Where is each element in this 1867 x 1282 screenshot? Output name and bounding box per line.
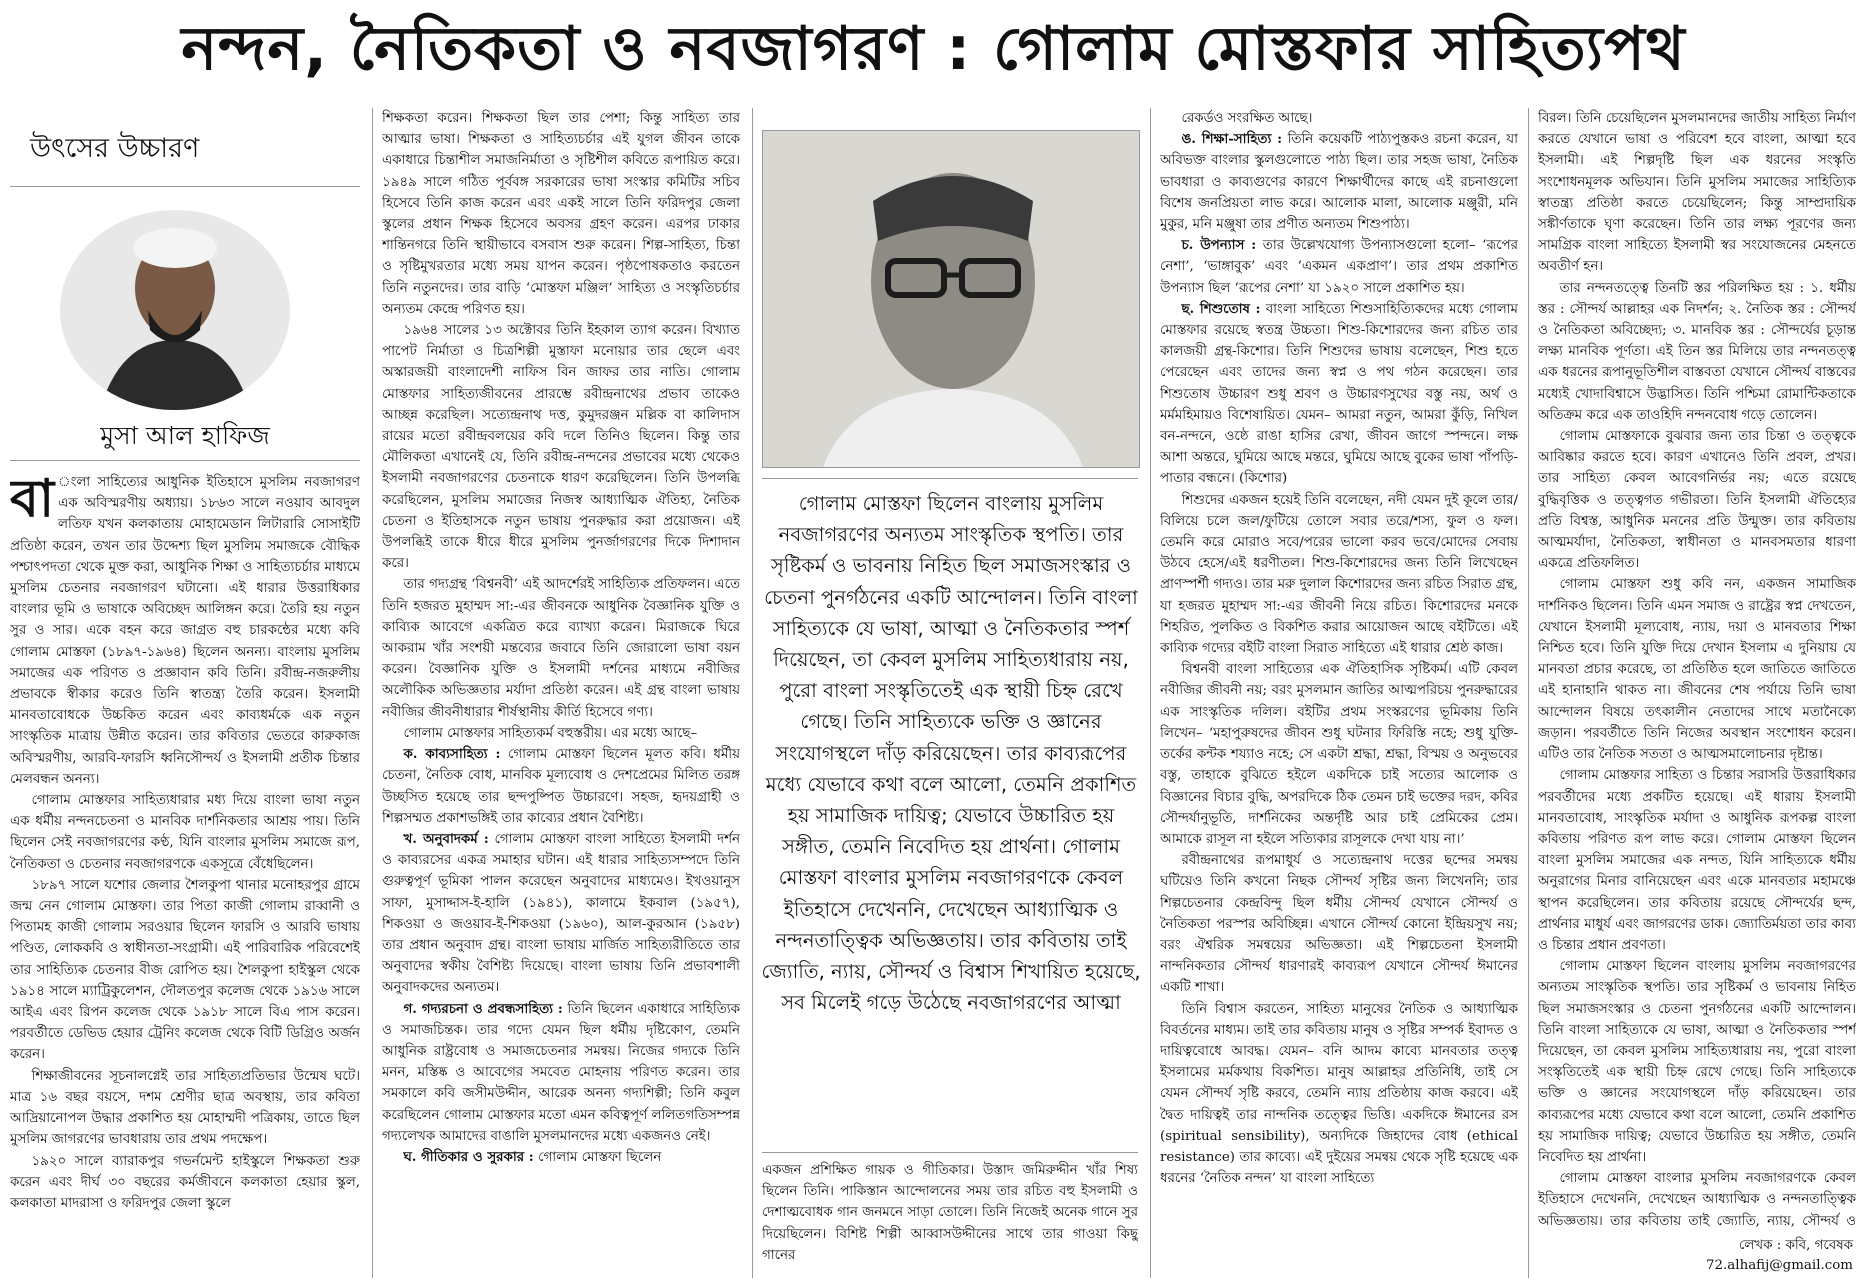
- author-photo: [60, 210, 290, 410]
- column-rule: [1528, 108, 1529, 1278]
- article-column-3-bottom: [762, 1160, 1138, 1278]
- paragraph: বিশ্বনবী বাংলা সাহিত্যের এক ঐতিহাসিক সৃষ্টিকর্ম। এটি কেবল নবীজির জীবনী নয়; বরং মুসলমান জাতির আত্মপরিচয় পুনরুদ্ধারের এক সাংস্কৃতিক দলিল। বইটির প্রথম সংস্করণের ভূমিকায় তিনি লিখেন– ‘মহাপুরুষদের জীবন শুধু ঘটনার ফিরিস্তি নহে; শুধু যুক্তি-তর্কের কন্টক শয্যাও নহে; সে একটা শ্রদ্ধা, শ্রদ্ধা, বিস্ময় ও অনুভবের বস্তু, তাহাকে বুঝিতে হইলে একদিকে চাই সত্যের আলোক ও বিজ্ঞানের বিচার বুদ্ধি, অপরদিকে ঠিক তেমন চাই ভক্তের দরদ, কবির সৌন্দর্যানুভূতি, দার্শনিকের অন্তর্দৃষ্টি আর চাই প্রেমিকের প্রেম। আমাকে রাসূল না হইলে সত্যিকার রাসূলকে দেখা যায় না।’: [1160, 662, 1518, 847]
- article-column-2: [382, 108, 740, 1278]
- section-term: ছ. শিশুতোষ :: [1181, 300, 1261, 317]
- section-term: ক. কাব্যসাহিত্য :: [403, 746, 501, 763]
- paragraph: গোলাম মোস্তফার সাহিত্যধারার মধ্য দিয়ে বাংলা ভাষা নতুন এক ধর্মীয় নন্দনচেতনা ও মানবিক দার্শনিকতার আশ্রয় পায়। তিনি ছিলেন সেই নবজাগরণের কণ্ঠ, যিনি বাংলার মুসলিম সমাজে রূপ, নৈতিকতা ও চেতনার নবজাগরণকে একসূত্রে বেঁধেছিলেন।: [10, 793, 360, 872]
- divider: [762, 1152, 1138, 1153]
- paragraph: গোলাম মোস্তফা শুধু কবি নন, একজন সামাজিক দার্শনিকও ছিলেন। তিনি এমন সমাজ ও রাষ্ট্রের স্বপ্ন দেখতেন, যেখানে ইসলামী মূল্যবোধ, ন্যায়, দয়া ও মানবতার শিক্ষা নিশ্চিত হবে। তিনি যুক্তি দিয়ে দেখান ইসলাম এ দুনিয়ায় যে মানবতা প্রচার করেছে, তা প্রতিষ্ঠিত হলে জাতিতে জাতিতে এই হানাহানি থাকত না। জীবনের শেষ পর্যায়ে তিনি ভাষা আন্দোলন বিষয়ে তৎকালীন নেতাদের সাথে মতানৈক্যে জড়ান। পরবর্তীতে তিনি নিজের অবস্থান সংশোধন করেন। এটিও তার নৈতিক সততা ও আত্মসমালোচনার দৃষ্টান্ত।: [1538, 577, 1856, 763]
- paragraph: গোলাম মোস্তফাকে বুঝবার জন্য তার চিন্তা ও তত্ত্বকে আবিষ্কার করতে হবে। কারণ এখানেও তিনি প্রবল, প্রখর। তার সাহিত্য কেবল আবেগনির্ভর নয়; এতে রয়েছে বুদ্ধিবৃত্তিক ও তত্ত্বগত গভীরতা। তিনি ইসলামী ঐতিহ্যের প্রতি বিশ্বস্ত, আধুনিক মননের প্রতি উন্মুক্ত। তার কবিতায় আত্মমর্যাদা, নৈতিকতা, স্বাধীনতা ও মানবসমতার ধারণা একত্রে প্রতিফলিত।: [1538, 429, 1856, 572]
- author-email[interactable]: 72.alhafij@gmail.com: [1706, 1258, 1853, 1273]
- section-term: ঘ. গীতিকার ও সুরকার :: [403, 1148, 534, 1165]
- column-kicker: উৎসের উচ্চারণ: [30, 133, 200, 164]
- column-rule: [1150, 108, 1151, 1278]
- paragraph: [1160, 235, 1518, 299]
- section-term: চ. উপন্যাস :: [1181, 237, 1257, 254]
- paragraph: [10, 472, 360, 790]
- section-term: খ. অনুবাদকর্ম :: [403, 830, 489, 847]
- paragraph: গোলাম মোস্তফার সাহিত্য ও চিন্তার সরাসরি উত্তরাধিকার পরবর্তীদের মধ্যে প্রকটিত হয়েছে। এই ধারায় ইসলামী মানবতাবোধ, সাংস্কৃতিক মর্যাদা ও আধুনিক রূপকল্প বাংলা কবিতায় পরিণত রূপ লাভ করে। গোলাম মোস্তফা ছিলেন বাংলা মুসলিম সমাজের এক নন্দত, যিনি সাহিত্যকে ধর্মীয় অনুরাগের মিনার বানিয়েছেন এবং একে মানবতার মহামঞ্চে স্থাপন করেছিলেন। তার কবিতায় রয়েছে সৌন্দর্যের ছন্দ, প্রার্থনার মাধুর্য এবং জাগরণের ডাক। জ্যোতির্ময়তা তার কাব্য ও চিন্তার প্রধান প্রবণতা।: [1538, 768, 1856, 953]
- paragraph: [1160, 129, 1518, 235]
- paragraph: বিরল। তিনি চেয়েছিলেন মুসলমানদের জাতীয় সাহিত্য নির্মাণ করতে যেখানে ভাষা ও পরিবেশ হবে বাংলা, আত্মা হবে ইসলামী। এই শিল্পদৃষ্টি ছিল এক ধরনের সংস্কৃতি সংশোধনমূলক অভিযান। তিনি মুসলিম সমাজের সাহিত্যিক স্বাতন্ত্র্য প্রতিষ্ঠা করতে চেয়েছিলেন; কিন্তু সাম্প্রদায়িক সঙ্কীর্ণতাকে ঘৃণা করেছেন। তিনি তার লক্ষ্য পূরণের জন্য সামগ্রিক বাংলা সাহিত্যে ইসলামী স্বর সংযোজনের মেহনতে অবতীর্ণ হন।: [1538, 111, 1856, 275]
- paragraph: [382, 744, 740, 829]
- paragraph-text: তিনি ছিলেন একাধারে সাহিত্যিক ও সমাজচিন্তক। তার গদ্যে যেমন ছিল ধর্মীয় দৃষ্টিকোণ, তেমনি আধুনিক রাষ্ট্রবোধ ও সমাজচেতনার সমন্বয়। নিজের গদ্যকে তিনি মনন, মস্তিষ্ক ও আবেগের সমবেত মোহনায় পরিণত করেন। তার সমকালে কবি জসীমউদ্দীন, আরেক অনন্য গদ্যশিল্পী; তিনি কবুল করেছিলেন গোলাম মোস্তফার মতো এমন কবিত্বপূর্ণ ললিতগতিসম্পন্ন গদ্যলেখক আমাদের বাঙালি মুসলমানদের মধ্যে একজনও নেই।: [382, 1001, 740, 1144]
- author-byline: মুসা আল হাফিজ: [100, 421, 270, 450]
- paragraph: রেকর্ডও সংরক্ষিত আছে।: [1181, 111, 1313, 126]
- paragraph: ১৯৬৪ সালের ১৩ অক্টোবর তিনি ইহকাল ত্যাগ করেন। বিখ্যাত পাপেট নির্মাতা ও চিত্রশিল্পী মুস্তাফা মনোয়ার তার ছেলে এবং অস্কারজয়ী বাংলাদেশী নাফিস বিন জাফর তার নাতি। গোলাম মোস্তফার সাহিত্যজীবনের প্রারম্ভে রবীন্দ্রনাথের প্রভাব তাকেও আচ্ছন্ন করেছিল। সত্যেন্দ্রনাথ দত্ত, কুমুদরঞ্জন মল্লিক বা কালিদাস রায়ের মতো রবীন্দ্রবলয়ের কবি দলে তিনিও ছিলেন। কিন্তু তার মৌলিকতা এখানেই যে, তিনি রবীন্দ্র-নন্দনের প্রভাবের মধ্যে থেকেও ইসলামী নবজাগরণের চেতনাকে ধারণ করেছিলেন। তিনি উপলব্ধি করেছিলেন, মুসলিম সমাজের নিজস্ব আধ্যাত্মিক ঐতিহ্য, নৈতিক চেতনা ও ইতিহাসকে নতুন ভাষায় পুনরুদ্ধার করা প্রয়োজন। এই উপলব্ধিই তাকে ধীরে ধীরে মুসলিম পুনর্জাগরণের দিকে দিশাদান করে।: [382, 323, 740, 572]
- article-column-4: [1160, 108, 1518, 1278]
- column-rule: [752, 108, 753, 1278]
- paragraph: গোলাম মোস্তফা বাংলার মুসলিম নবজাগরণকে কেবল ইতিহাসে দেখেননি, দেখেছেন আধ্যাত্মিক ও নন্দনতাত্ত্বিক অভিজ্ঞতায়। তার কবিতায় তাই জ্যোতি, ন্যায়, সৌন্দর্য ও: [1538, 1171, 1856, 1228]
- divider: [10, 460, 360, 461]
- pull-quote: গোলাম মোস্তফা ছিলেন বাংলায় মুসলিম নবজাগরণের অন্যতম সাংস্কৃতিক স্থপতি। তার সৃষ্টিকর্ম ও ভাবনায় নিহিত ছিল সমাজসংস্কার ও চেতনা পুনর্গঠনের একটি আন্দোলন। তিনি বাংলা সাহিত্যকে যে ভাষা, আত্মা ও নৈতিকতার স্পর্শ দিয়েছেন, তা কেবল মুসলিম সাহিত্যধারায় নয়, পুরো বাংলা সংস্কৃতিতেই এক স্থায়ী চিহ্ন রেখে গেছে। তিনি সাহিত্যকে ভক্তি ও জ্ঞানের সংযোগস্থলে দাঁড় করিয়েছেন। তার কাব্যরূপের মধ্যে যেভাবে কথা বলে আলো, তেমনি প্রকাশিত হয় সামাজিক দায়িত্ব; যেভাবে উচ্চারিত হয় সঙ্গীত, তেমনি নিবেদিত হয় প্রার্থনা। গোলাম মোস্তফা বাংলার মুসলিম নবজাগরণকে কেবল ইতিহাসে দেখেননি, দেখেছেন আধ্যাত্মিক ও নন্দনতাত্ত্বিক অভিজ্ঞতায়। তার কবিতায় তাই জ্যোতি, ন্যায়, সৌন্দর্য ও বিশ্বাস শিখায়িত হয়েছে, সব মিলেই গড়ে উঠেছে নবজাগরণের আত্মা: [761, 492, 1141, 1015]
- article-column-1: [10, 472, 360, 1277]
- paragraph: তার নন্দনতত্ত্বে তিনটি স্তর পরিলক্ষিত হয় : ১. ধর্মীয় স্তর : সৌন্দর্য আল্লাহর এক নিদর্শন; ২. নৈতিক স্তর : সৌন্দর্য ও নৈতিকতা অবিচ্ছেদ্য; ৩. মানবিক স্তর : সৌন্দর্যের চূড়ান্ত লক্ষ্য মানবিক পূর্ণতা। এই তিন স্তর মিলিয়ে তার নন্দনতত্ত্ব এক ধরনের রূপানুভূতিশীল বাস্তবতা যেখানে সৌন্দর্য বাস্তবের মধ্যেই খোদাবিশ্বাসে উদ্ভাসিত। তিনি পশ্চিমা রোমান্টিকতাকে অতিক্রম করে এক তাওহিদি নন্দনবোধ গড়ে তোলেন।: [1538, 280, 1856, 423]
- paragraph: রবীন্দ্রনাথের রূপমাধুর্য ও সত্যেন্দ্রনাথ দত্তের ছন্দের সমন্বয় ঘটিয়েও তিনি কখনো নিছক সৌন্দর্য সৃষ্টির জন্য লিখেননি; তার শিল্পচেতনার কেন্দ্রবিন্দু ছিল ধর্মীয় সৌন্দর্য যেখানে সৌন্দর্য ও নৈতিকতা পরস্পর অবিচ্ছিন্ন। এখানে সৌন্দর্য কোনো ইন্দ্রিয়সুখ নয়; বরং ঐশ্বরিক সমন্বয়ের অভিজ্ঞতা। এই শিল্পচেতনা ইসলামী নান্দনিকতার সৌন্দর্য ধারণারই কাব্যরূপ যেখানে সৌন্দর্য ঈমানের একটি শাখা।: [1160, 853, 1518, 996]
- paragraph: তার গদ্যগ্রন্থ ‘বিশ্বনবী’ এই আদর্শেরই সাহিত্যিক প্রতিফলন। এতে তিনি হজরত মুহাম্মদ সা:-এর জীবনকে আধুনিক বৈজ্ঞানিক যুক্তি ও কাব্যিক আবেগে একত্রিত করে ব্যাখ্যা করেন। মিরাজকে ঘিরে আকরাম খাঁর সংশয়ী মন্তব্যের জবাবে তিনি জোরালো ভাষা বয়ন করেন। বৈজ্ঞানিক যুক্তি ও ইসলামী দর্শনের মাধ্যমে নবীজির অলৌকিক অভিজ্ঞতার মর্যাদা প্রতিষ্ঠা করেন। এই গ্রন্থ বাংলা ভাষায় নবীজির জীবনীধারার শীর্ষস্থানীয় কীর্তি হিসেবে গণ্য।: [382, 577, 740, 720]
- paragraph: ১৯২০ সালে ব্যারাকপুর গভর্নমেন্ট হাইস্কুলে শিক্ষকতা শুরু করেন এবং দীর্ঘ ৩০ বছরের কর্মজীবনে কলকাতা হেয়ার স্কুল, কলকাতা মাদরাসা ও ফরিদপুর জেলা স্কুলে: [10, 1153, 360, 1211]
- portrait-icon: [60, 210, 290, 410]
- paragraph: শিক্ষাজীবনের সূচনালগ্নেই তার সাহিত্যপ্রতিভার উন্মেষ ঘটে। মাত্র ১৬ বছর বয়সে, দশম শ্রেণীর ছাত্র অবস্থায়, তার কবিতা আদ্রিয়ানোপল উদ্ধার প্রকাশিত হয় মোহাম্মদী পত্রিকায়, তাতে ছিল মুসলিম জাগরণের ভাবধারায় তার প্রথম পদক্ষেপ।: [10, 1068, 360, 1148]
- paragraph: ১৮৯৭ সালে যশোর জেলার শৈলকুপা থানার মনোহরপুর গ্রামে জন্ম নেন গোলাম মোস্তফা। তার পিতা কাজী গোলাম রাব্বানী ও পিতামহ কাজী গোলাম সরওয়ার ছিলেন ফারসি ও আরবি ভাষায় পণ্ডিত, লোককবি ও স্বাধীনতা-সংগ্রামী। এই পারিবারিক পরিবেশেই তার সাহিত্যিক চেতনার বীজ রোপিত হয়। শৈলকুপা হাইস্কুল থেকে ১৯১৪ সালে ম্যাট্রিকুলেশন, দৌলতপুর কলেজ থেকে ১৯১৬ সালে আইএ এবং রিপন কলেজ থেকে ১৯১৮ সালে বিএ পাস করেন। পরবর্তীতে ডেভিড হেয়ার ট্রেনিং কলেজ থেকে বিটি ডিগ্রিও অর্জন করেন।: [10, 877, 360, 1063]
- paragraph-text: তার উল্লেখযোগ্য উপন্যাসগুলো হলো– ‘রূপের নেশা’, ‘ভাঙ্গাবুক’ এবং ‘একমন একপ্রাণ’। তার প্রথম প্রকাশিত উপন্যাস ছিল ‘রূপের নেশা’ যা ১৯২০ সালে প্রকাশিত হয়।: [1160, 238, 1518, 296]
- paragraph: [382, 999, 740, 1147]
- section-term: গ. গদ্যরচনা ও প্রবন্ধসাহিত্য :: [403, 1000, 563, 1017]
- divider: [762, 478, 1138, 479]
- paragraph-text: গোলাম মোস্তফা ছিলেন: [533, 1149, 662, 1165]
- paragraph-text: তিনি কয়েকটি পাঠ্যপুস্তকও রচনা করেন, যা অবিভক্ত বাংলার স্কুলগুলোতে পাঠ্য ছিল। তার সহজ ভাষা, নৈতিক ভাবধারা ও কাব্যগুণের কারণে শিক্ষার্থীদের কাছে এই রচনাগুলো বিশেষ জনপ্রিয়তা লাভ করে। আলোক মালা, আলোক মঞ্জুরী, মনি মুকুর, মনি মঞ্জুষা তার প্রণীত অন্যতম শিশুপাঠ্য।: [1160, 132, 1518, 233]
- paragraph: শিক্ষকতা করেন। শিক্ষকতা ছিল তার পেশা; কিন্তু সাহিত্য তার আত্মার ভাষা। শিক্ষকতা ও সাহিত্যচর্চার এই যুগল জীবন তাকে একাধারে চিন্তাশীল সমাজনির্মাতা ও সৃষ্টিশীল কবিতে রূপায়িত করে। ১৯৪৯ সালে গঠিত পূর্ববঙ্গ সরকারের ভাষা সংস্কার কমিটির সচিব হিসেবে তিনি কাজ করেন এবং একই সালে তিনি ফরিদপুর জেলা স্কুলের প্রধান শিক্ষক হিসেবে অবসর গ্রহণ করেন। এরপর ঢাকার শান্তিনগরে তিনি স্থায়ীভাবে বসবাস শুরু করেন। শিল্প-সাহিত্য, চিন্তা ও সৃষ্টিমুখরতার মধ্যে সময় যাপন করেন। পৃষ্ঠপোষকতাও করতেন তিনি নতুনদের। তার বাড়ি ‘মোস্তফা মঞ্জিল’ সাহিত্য ও সংস্কৃতিচর্চার অন্যতম কেন্দ্রে পরিণত হয়।: [382, 111, 740, 317]
- paragraph: গোলাম মোস্তফার সাহিত্যকর্ম বহুস্তরীয়। এর মধ্যে আছে–: [403, 725, 698, 741]
- paragraph: তিনি বিশ্বাস করতেন, সাহিত্য মানুষের নৈতিক ও আধ্যাত্মিক বিবর্তনের মাধ্যম। তাই তার কবিতায় মানুষ ও সৃষ্টির সম্পর্ক ইবাদত ও দায়িত্ববোধে আবদ্ধ। যেমন– বনি আদম কাব্যে মানবতার তত্ত্ব ইসলামের মর্মকথায় বিকশিত। মানুষ আল্লাহর প্রতিনিধি, তাই সে যেমন সৌন্দর্য সৃষ্টি করবে, তেমনি ন্যায় প্রতিষ্ঠায় কাজ করবে। এই দ্বৈত দায়িত্বই তার নান্দনিক তত্ত্বের ভিত্তি। একদিকে ঈমানের রস (spiritual sensibility), অন্যদিকে জিহাদের বোধ (ethical resistance) তার কাব্যে। এই দুইয়ের সমন্বয় থেকে সৃষ্টি হয়েছে এক ধরনের ‘নৈতিক নন্দন’ যা বাংলা সাহিত্যে: [1160, 1001, 1518, 1187]
- paragraph-text: গোলাম মোস্তফা বাংলা সাহিত্যে ইসলামী দর্শন ও কাব্যরসের একত্র সমাহার ঘটান। এই ধারার সাহিত্যসম্পদে তিনি গুরুত্বপূর্ণ ভূমিকা পালন করেছেন অনুবাদের মাধ্যমেও। ইখওয়ানুস সাফা, মুসাদ্দাস-ই-হালি (১৯৪১), কালামে ইকবাল (১৯৫৭), শিকওয়া ও জওয়াব-ই-শিকওয়া (১৯৬০), আল-কুরআন (১৯৫৮) তার প্রধান অনুবাদ গ্রন্থ। বাংলা ভাষায় মার্জিত সাহিত্যরীতিতে তার অনুবাদের স্বকীয় বৈশিষ্ট্য দিয়েছে। বাংলা ভাষায় তিনি প্রভাবশালী অনুবাদকদের অন্যতম।: [382, 831, 740, 996]
- paragraph-text: গোলাম মোস্তফা ছিলেন মূলত কবি। ধর্মীয় চেতনা, নৈতিক বোধ, মানবিক মূল্যবোধ ও দেশপ্রেমের মিলিত তরঙ্গ উচ্ছসিত হয়েছে তার ছন্দপুষ্পিত উচ্চারণে। সহজ, হৃদয়গ্রাহী ও শিল্পসম্মত প্রকাশভঙ্গিই তার কাব্যের প্রধান বৈশিষ্ট্য।: [382, 747, 740, 826]
- author-note: [1528, 1236, 1853, 1276]
- divider: [10, 186, 360, 187]
- paragraph: [1160, 299, 1518, 490]
- column-rule: [372, 108, 373, 1278]
- paragraph-text: ংলা সাহিত্যের আধুনিক ইতিহাসে মুসলিম নবজাগরণ এক অবিস্মরণীয় অধ্যায়। ১৮৬৩ সালে নওয়াব আবদুল লতিফ যখন কলকাতায় মোহামেডান লিটারারি সোসাইটি প্রতিষ্ঠা করেন, তখন তার উদ্দেশ্য ছিল মুসলিম সমাজকে বৌদ্ধিক পশ্চাৎপদতা থেকে মুক্ত করা, আধুনিক শিক্ষা ও সাহিত্যচর্চার মাধ্যমে মুসলিম চেতনার নবজাগরণ ঘটানো। এই ধারার উত্তরাধিকার বাংলার ভূমি ও ভাষাকে অবিচ্ছেদ আলিঙ্গন করে। তৈরি হয় নতুন সুর ও সার। একে বহন করে জাগ্রত বহু চারকন্ঠের মধ্যে কবি গোলাম মোস্তফা (১৮৯৭-১৯৬৪) ছিলেন অনন্য। বাংলায় মুসলিম সমাজের এক পরিণত ও প্রজ্ঞাবান কবি তিনি। রবীন্দ্র-নজরুলীয় প্রভাবকে স্বীকার করেও তিনি স্বাতন্ত্র্য তৈরি করেন। ইসলামী মানবতাবোধকে উচ্চকিত করেন এবং কাব্যধর্মকে এক নতুন সাংস্কৃতিক মাত্রায় উন্নীত করেন। তার কবিতার ভেতরে কারুকাজ অবিস্মরণীয়, আরবি-ফারসি ধ্বনিসৌন্দর্য ও ইসলামী প্রতীক চিন্তার মেলবন্ধন অনন্য।: [10, 475, 360, 787]
- drop-cap: বা: [10, 472, 55, 529]
- paragraph: একজন প্রশিক্ষিত গায়ক ও গীতিকার। উস্তাদ জমিরুদ্দীন খাঁর শিষ্য ছিলেন তিনি। পাকিস্তান আন্দোলনের সময় তার রচিত বহু ইসলামী ও দেশাত্মবোধক গান জনমনে সাড়া তোলে। তিনি নিজেই অনেক গানে সুর দিয়েছিলেন। বিশিষ্ট শিল্পী আব্বাসউদ্দীনের সাথে তার গাওয়া কিছু গানের: [762, 1163, 1138, 1263]
- paragraph: [382, 829, 740, 999]
- golam-mostafa-photo: [762, 130, 1140, 468]
- article-column-5: [1538, 108, 1856, 1228]
- portrait-icon: [763, 131, 1139, 467]
- paragraph: শিশুদের একজন হয়েই তিনি বলেছেন, নদী যেমন দুই কূলে তার/বিলিয়ে চলে জল/ফুটিয়ে তোলে সবার তরে/শস্য, ফুল ও ফল। তেমনি করে মোরাও সবে/পরের ভালো করব ভবে/মোদের সেবায় উঠবে হেসে/এই ধরণীতল। শিশু-কিশোরদের জন্য তিনি লিখেছেন প্রাণস্পর্শী গদ্যও। তার মরু দুলাল কিশোরদের জন্য রচিত সিরাত গ্রন্থ, যা হজরত মুহাম্মদ সা:-এর জীবনী নিয়ে রচিত। কিশোরদের মনকে শিহরিত, পুলকিত ও বিকশিত করার আয়োজন আছে বইটিতে। এই কাব্যিক গদ্যের বইটি বাংলা সিরাত সাহিত্যে এই ধারার শ্রেষ্ঠ কাজ।: [1160, 492, 1518, 657]
- page-title: নন্দন, নৈতিকতা ও নবজাগরণ : গোলাম মোস্তফার সাহিত্যপথ: [181, 14, 1686, 84]
- author-credit: লেখক : কবি, গবেষক: [1738, 1238, 1853, 1253]
- section-term: ঙ. শিক্ষা-সাহিত্য :: [1181, 131, 1283, 148]
- paragraph: [382, 1147, 740, 1168]
- paragraph-text: বাংলা সাহিত্যে শিশুসাহিত্যিকদের মধ্যে গোলাম মোস্তফার রয়েছে স্বতন্ত্র উচ্চতা। শিশু-কিশোরদের জন্য রচিত তার কালজয়ী গ্রন্থ-কিশোর। তিনি শিশুদের ভাষায় বলেছেন, শিশু হতে পেরেছেন এবং তাদের জন্য স্বপ্ন ও পথ গঠন করেছেন। তার শিশুতোষ উচ্চারণ শুধু শ্রবণ ও উচ্চারণসুখের বস্তু নয়, অর্থ ও মর্মমহিমায়ও বিশেষায়িত। যেমন– আমরা নতুন, আমরা কুঁড়ি, নিখিল বন-নন্দনে, ওষ্ঠে রাঙা হাসির রেখা, জীবন জাগে স্পন্দনে। লক্ষ আশা অন্তরে, ঘুমিয়ে আছে মন্তরে, ঘুমিয়ে আছে বুকের ভাষা পাঁপড়ি-পাতার বন্ধনে। (কিশোর): [1160, 301, 1518, 487]
- paragraph: গোলাম মোস্তফা ছিলেন বাংলায় মুসলিম নবজাগরণের অন্যতম সাংস্কৃতিক স্থপতি। তার সৃষ্টিকর্ম ও ভাবনায় নিহিত ছিল সমাজসংস্কার ও চেতনা পুনর্গঠনের একটি আন্দোলন। তিনি বাংলা সাহিত্যকে যে ভাষা, আত্মা ও নৈতিকতার স্পর্শ দিয়েছেন, তা কেবল মুসলিম সাহিত্যধারায় নয়, পুরো বাংলা সংস্কৃতিতেই এক স্থায়ী চিহ্ন রেখে গেছে। তিনি সাহিত্যকে ভক্তি ও জ্ঞানের সংযোগস্থলে দাঁড় করিয়েছেন। তার কাব্যরূপের মধ্যে যেভাবে কথা বলে আলো, তেমনি প্রকাশিত হয় সামাজিক দায়িত্ব; যেভাবে উচ্চারিত হয় সঙ্গীত, তেমনি নিবেদিত হয় প্রার্থনা।: [1538, 959, 1856, 1165]
